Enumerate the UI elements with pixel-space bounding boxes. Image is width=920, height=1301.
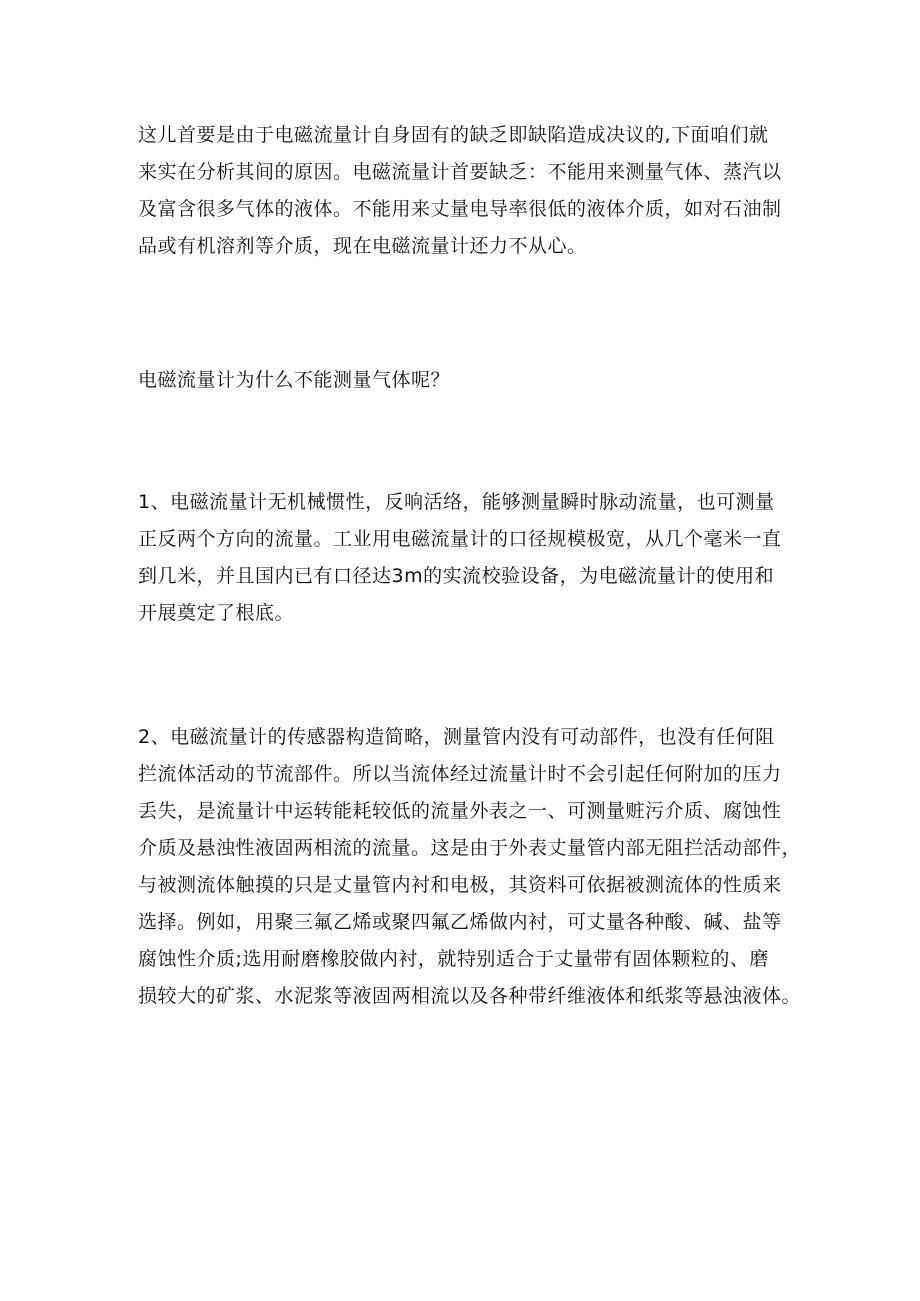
text-line: 到几米，并且国内已有口径达3m的实流校验设备，为电磁流量计的使用和 [138,565,775,587]
text-line: 正反两个方向的流量。工业用电磁流量计的口径规模极宽，从几个毫米一直 [138,528,782,550]
text-line: 品或有机溶剂等介质，现在电磁流量计还力不从心。 [138,235,587,257]
text-line: 腐蚀性介质;选用耐磨橡胶做内衬，就特别适合于丈量带有固体颗粒的、磨 [138,948,769,970]
text-line: 拦流体活动的节流部件。所以当流体经过流量计时不会引起任何附加的压力 [138,763,782,785]
text-line: 介质及悬浊性液固两相流的流量。这是由于外表丈量管内部无阻拦活动部件， [138,837,802,859]
text-line: 来实在分析其间的原因。电磁流量计首要缺乏：不能用来测量气体、蒸汽以 [138,161,782,183]
text-line: 损较大的矿浆、水泥浆等液固两相流以及各种带纤维液体和纸浆等悬浊液体。 [138,985,802,1007]
point-2-paragraph [138,719,802,1015]
text-line: 选择。例如，用聚三氟乙烯或聚四氟乙烯做内衬，可丈量各种酸、碱、盐等 [138,911,782,933]
text-line: 及富含很多气体的液体。不能用来丈量电导率很低的液体介质，如对石油制 [138,198,782,220]
text-line: 丢失，是流量计中运转能耗较低的流量外表之一、可测量赃污介质、腐蚀性 [138,800,782,822]
intro-paragraph [138,117,802,265]
point-1-paragraph [138,484,802,632]
text-line: 开展奠定了根底。 [138,602,295,624]
text-line: 1、电磁流量计无机械惯性，反响活络，能够测量瞬时脉动流量，也可测量 [138,491,775,513]
text-line: 2、电磁流量计的传感器构造简略，测量管内没有可动部件，也没有任何阻 [138,726,775,748]
section-heading [138,362,802,399]
heading-text: 电磁流量计为什么不能测量气体呢？ [138,369,451,391]
text-line: 这儿首要是由于电磁流量计自身固有的缺乏即缺陷造成决议的,下面咱们就 [138,124,769,146]
text-line: 与被测流体触摸的只是丈量管内衬和电极，其资料可依据被测流体的性质来 [138,874,782,896]
